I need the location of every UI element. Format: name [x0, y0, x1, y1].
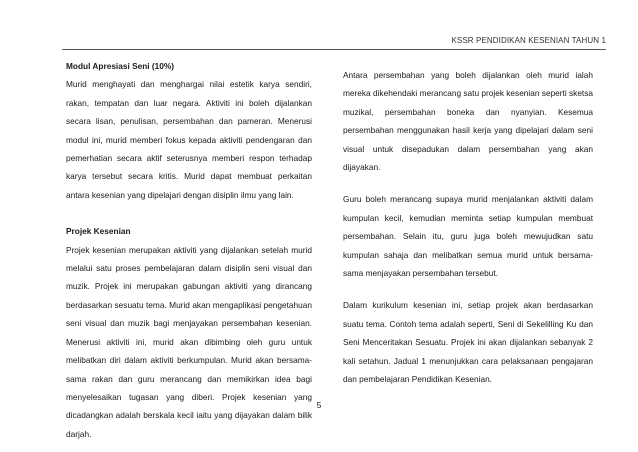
header-rule: [62, 49, 606, 50]
modul-heading: Modul Apresiasi Seni (10%): [66, 61, 175, 71]
right-paragraph-3: Dalam kurikulum kesenian ini, setiap projek akan berdasarkan suatu tema. Contoh tema adalah seperti, Seni di Sekelilling Ku dan Seni Menceritakan Sesuatu. Projek ini akan dijalankan sebanyak 2 kali setahun. Jadual 1 menunjukkan cara pelaksanaan pengajaran dan pembelajaran Pendidikan Kesenian.: [343, 300, 593, 385]
projek-heading: Projek Kesenian: [66, 226, 131, 237]
paragraph-gap: [343, 282, 593, 296]
right-column: [343, 66, 593, 389]
projek-paragraph: Projek kesenian merupakan aktiviti yang dijalankan setelah murid melalui satu proses pembelajaran dalam disiplin seni visual dan muzik. Projek ini merupakan gabungan aktiviti yang dirancang berdasarkan sesuatu tema. Murid akan mengaplikasi pengetahuan seni visual dan muzik bagi menjayakan persembahan kesenian. Menerusi aktiviti ini, murid akan dibimbing oleh guru untuk melibatkan diri dalam aktiviti berkumpulan. Murid akan bersama-sama rakan dan guru merancang dan memikirkan idea bagi menyelesaikan tugasan yang diberi. Projek kesenian yang dicadangkan adalah berskala kecil iaitu yang dijayakan dalam bilik darjah.: [66, 244, 312, 439]
modul-paragraph: Murid menghayati dan menghargai nilai estetik karya sendiri, rakan, tempatan dan luar negara. Aktiviti ini boleh dijalankan secara lisan, penulisan, persembahan dan pameran. Menerusi modul ini, murid memberi fokus kepada aktiviti pendengaran dan pemerhatian secara aktif seterusnya memberi respon terhadap karya tersebut secara kritis. Murid dapat membuat perkaitan antara kesenian yang dipelajari dengan disiplin ilmu yang lain.: [66, 79, 312, 200]
paragraph-gap: [343, 176, 593, 190]
left-column: [66, 57, 312, 443]
right-paragraph-1: Antara persembahan yang boleh dijalankan oleh murid ialah mereka dikehendaki merancang satu projek kesenian seperti sketsa muzikal, persembahan boneka dan nyanyian. Kesemua persembahan menggunakan hasil kerja yang dipelajari dalam seni visual untuk disepadukan dalam persembahan yang akan dijayakan.: [343, 70, 593, 173]
section-gap: [66, 204, 312, 222]
running-header: KSSR PENDIDIKAN KESENIAN TAHUN 1: [451, 36, 606, 45]
right-paragraph-2: Guru boleh merancang supaya murid menjalankan aktiviti dalam kumpulan kecil, kemudian meminta setiap kumpulan membuat persembahan. Selain itu, guru juga boleh mewujudkan satu kumpulan sahaja dan melibatkan semua murid untuk bersama-sama menjayakan persembahan tersebut.: [343, 194, 593, 279]
page-number: 5: [316, 400, 322, 410]
